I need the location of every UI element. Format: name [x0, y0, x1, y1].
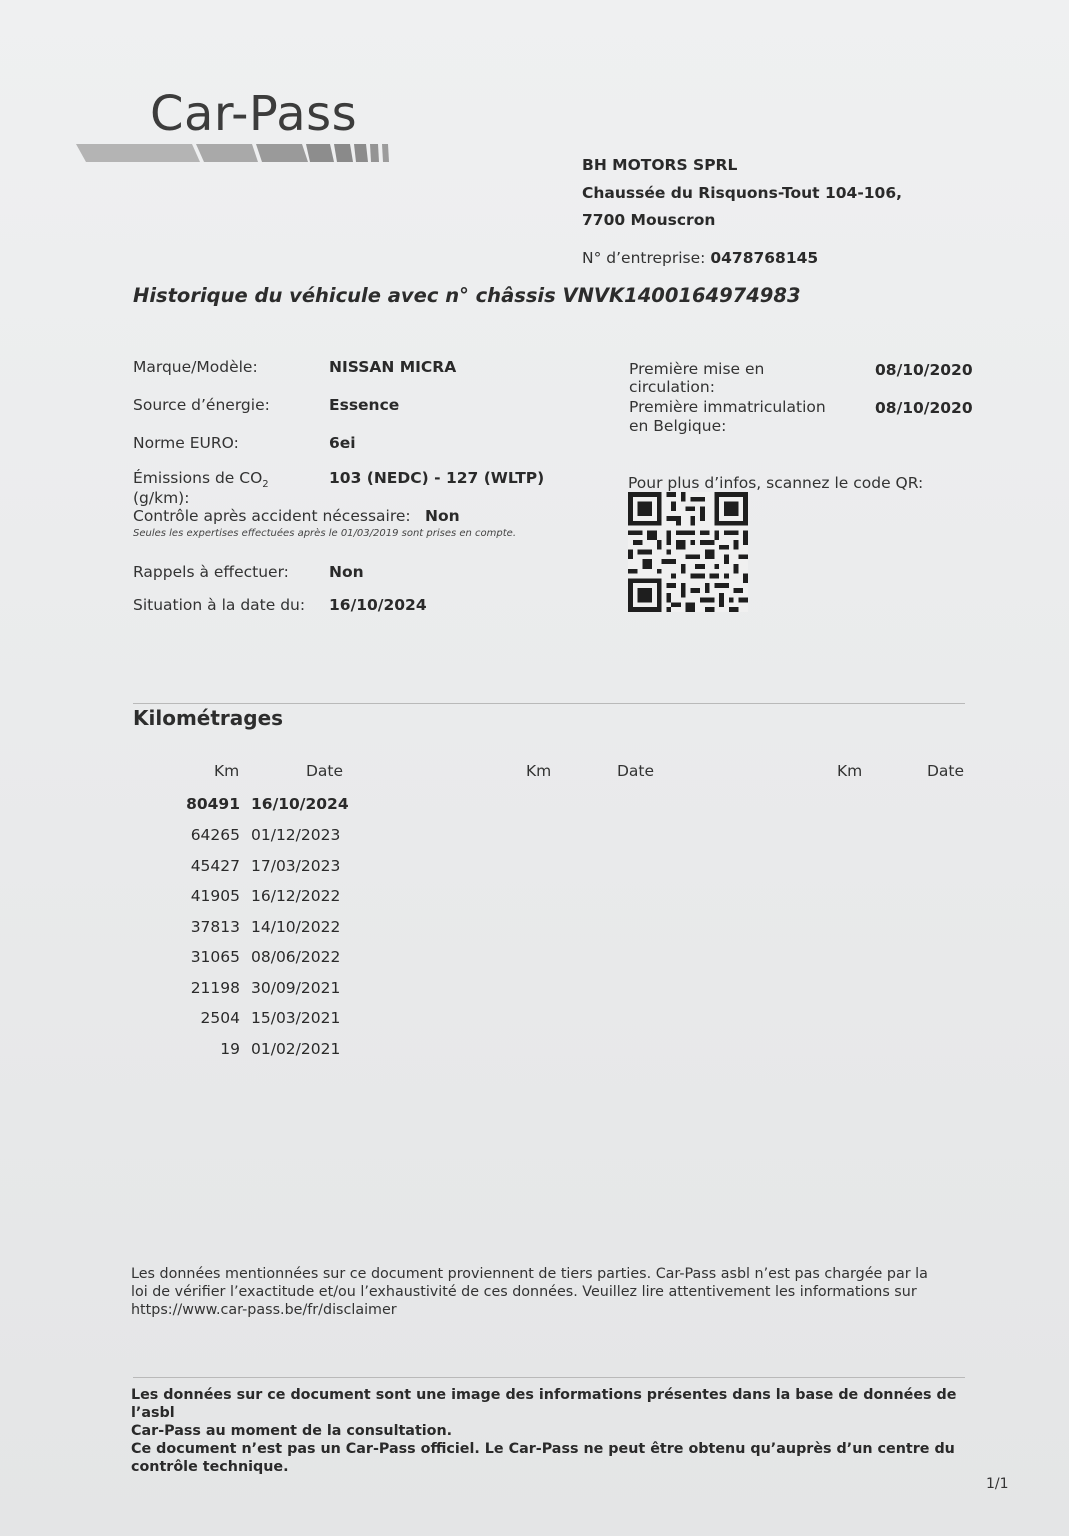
notice-text [131, 1386, 981, 1476]
mileage-date: 16/10/2024 [251, 795, 349, 813]
first-circulation-label-2: circulation: [629, 378, 715, 396]
accident-check-value: Non [425, 507, 460, 525]
accident-check-label: Contrôle après accident nécessaire: [133, 507, 411, 525]
recall-label: Rappels à effectuer: [133, 563, 289, 581]
mileage-km: 45427 [190, 857, 240, 875]
accident-check-note: Seules les expertises effectuées après le 01/03/2019 sont prises en compte. [133, 528, 517, 539]
notice-line: Car-Pass au moment de la consultation. [131, 1423, 453, 1439]
qr-label: Pour plus d’infos, scannez le code QR: [628, 474, 924, 492]
qr-code-icon[interactable] [628, 492, 748, 612]
enterprise-label: N° d’entreprise: [582, 249, 706, 267]
euro-norm-value: 6ei [329, 434, 356, 452]
mileage-date: 15/03/2021 [251, 1009, 341, 1027]
mileage-km: 41905 [190, 887, 240, 905]
brand-label: Marque/Modèle: [133, 358, 258, 376]
mileage-km: 2504 [200, 1009, 240, 1027]
brand-value: NISSAN MICRA [329, 358, 457, 376]
euro-norm-label: Norme EURO: [133, 434, 239, 452]
disclaimer-line: Les données mentionnées sur ce document proviennent de tiers parties. Car-Pass asbl n’est pas chargée par la [131, 1266, 928, 1282]
mileage-date: 30/09/2021 [251, 979, 341, 997]
car-pass-logo: Car-Pass [150, 86, 358, 142]
mileage-date: 01/12/2023 [251, 826, 341, 844]
document-title: Historique du véhicule avec n° châssis VNVK1400164974983 [133, 284, 801, 307]
enterprise-number-row [582, 249, 818, 267]
mileage-date: 14/10/2022 [251, 918, 341, 936]
first-registration-label-2: en Belgique: [629, 417, 727, 435]
mileage-date: 01/02/2021 [251, 1040, 341, 1058]
mileage-header-km-2: Km [526, 762, 552, 780]
co2-label [133, 469, 269, 490]
first-circulation-label-1: Première mise en [629, 360, 765, 378]
mileage-section-title: Kilométrages [133, 706, 284, 730]
mileage-header-date-2: Date [617, 762, 655, 780]
disclaimer-text [131, 1265, 971, 1319]
section-divider-bottom [133, 1377, 965, 1378]
disclaimer-line: loi de vérifier l’exactitude et/ou l’exhaustivité de ces données. Veuillez lire attentivement les informations sur [131, 1284, 917, 1300]
mileage-km: 64265 [190, 826, 240, 844]
section-divider-top [133, 703, 965, 704]
notice-line: Ce document n’est pas un Car-Pass officiel. Le Car-Pass ne peut être obtenu qu’auprès d’un centre du [131, 1441, 955, 1457]
co2-label-main: Émissions de CO [133, 469, 263, 487]
logo-stripes-icon [72, 144, 392, 166]
mileage-km: 21198 [190, 979, 240, 997]
first-circulation-value: 08/10/2020 [875, 361, 973, 379]
energy-value: Essence [329, 396, 400, 414]
enterprise-number: 0478768145 [710, 249, 819, 267]
company-address-line1: Chaussée du Risquons-Tout 104-106, [582, 184, 903, 202]
situation-label: Situation à la date du: [133, 596, 306, 614]
notice-line: Les données sur ce document sont une image des informations présentes dans la base de données de l’asbl [131, 1387, 957, 1421]
disclaimer-link[interactable]: https://www.car-pass.be/fr/disclaimer [131, 1302, 397, 1318]
mileage-header-km-1: Km [214, 762, 240, 780]
mileage-date: 16/12/2022 [251, 887, 341, 905]
mileage-header-km-3: Km [837, 762, 863, 780]
recall-value: Non [329, 563, 364, 581]
mileage-date: 08/06/2022 [251, 948, 341, 966]
first-registration-value: 08/10/2020 [875, 399, 973, 417]
page-number: 1/1 [986, 1476, 1009, 1492]
company-address-line2: 7700 Mouscron [582, 211, 716, 229]
mileage-km: 31065 [190, 948, 240, 966]
company-name: BH MOTORS SPRL [582, 156, 738, 174]
co2-label-subscript: 2 [262, 479, 269, 491]
mileage-header-date-1: Date [306, 762, 344, 780]
mileage-km: 80491 [186, 795, 240, 813]
mileage-header-date-3: Date [927, 762, 965, 780]
mileage-date: 17/03/2023 [251, 857, 341, 875]
energy-label: Source d’énergie: [133, 396, 270, 414]
notice-line: contrôle technique. [131, 1459, 289, 1475]
mileage-km: 19 [220, 1040, 240, 1058]
situation-value: 16/10/2024 [329, 596, 427, 614]
first-registration-label-1: Première immatriculation [629, 398, 826, 416]
co2-value: 103 (NEDC) - 127 (WLTP) [329, 469, 545, 487]
co2-label-unit: (g/km): [133, 489, 190, 507]
mileage-km: 37813 [190, 918, 240, 936]
